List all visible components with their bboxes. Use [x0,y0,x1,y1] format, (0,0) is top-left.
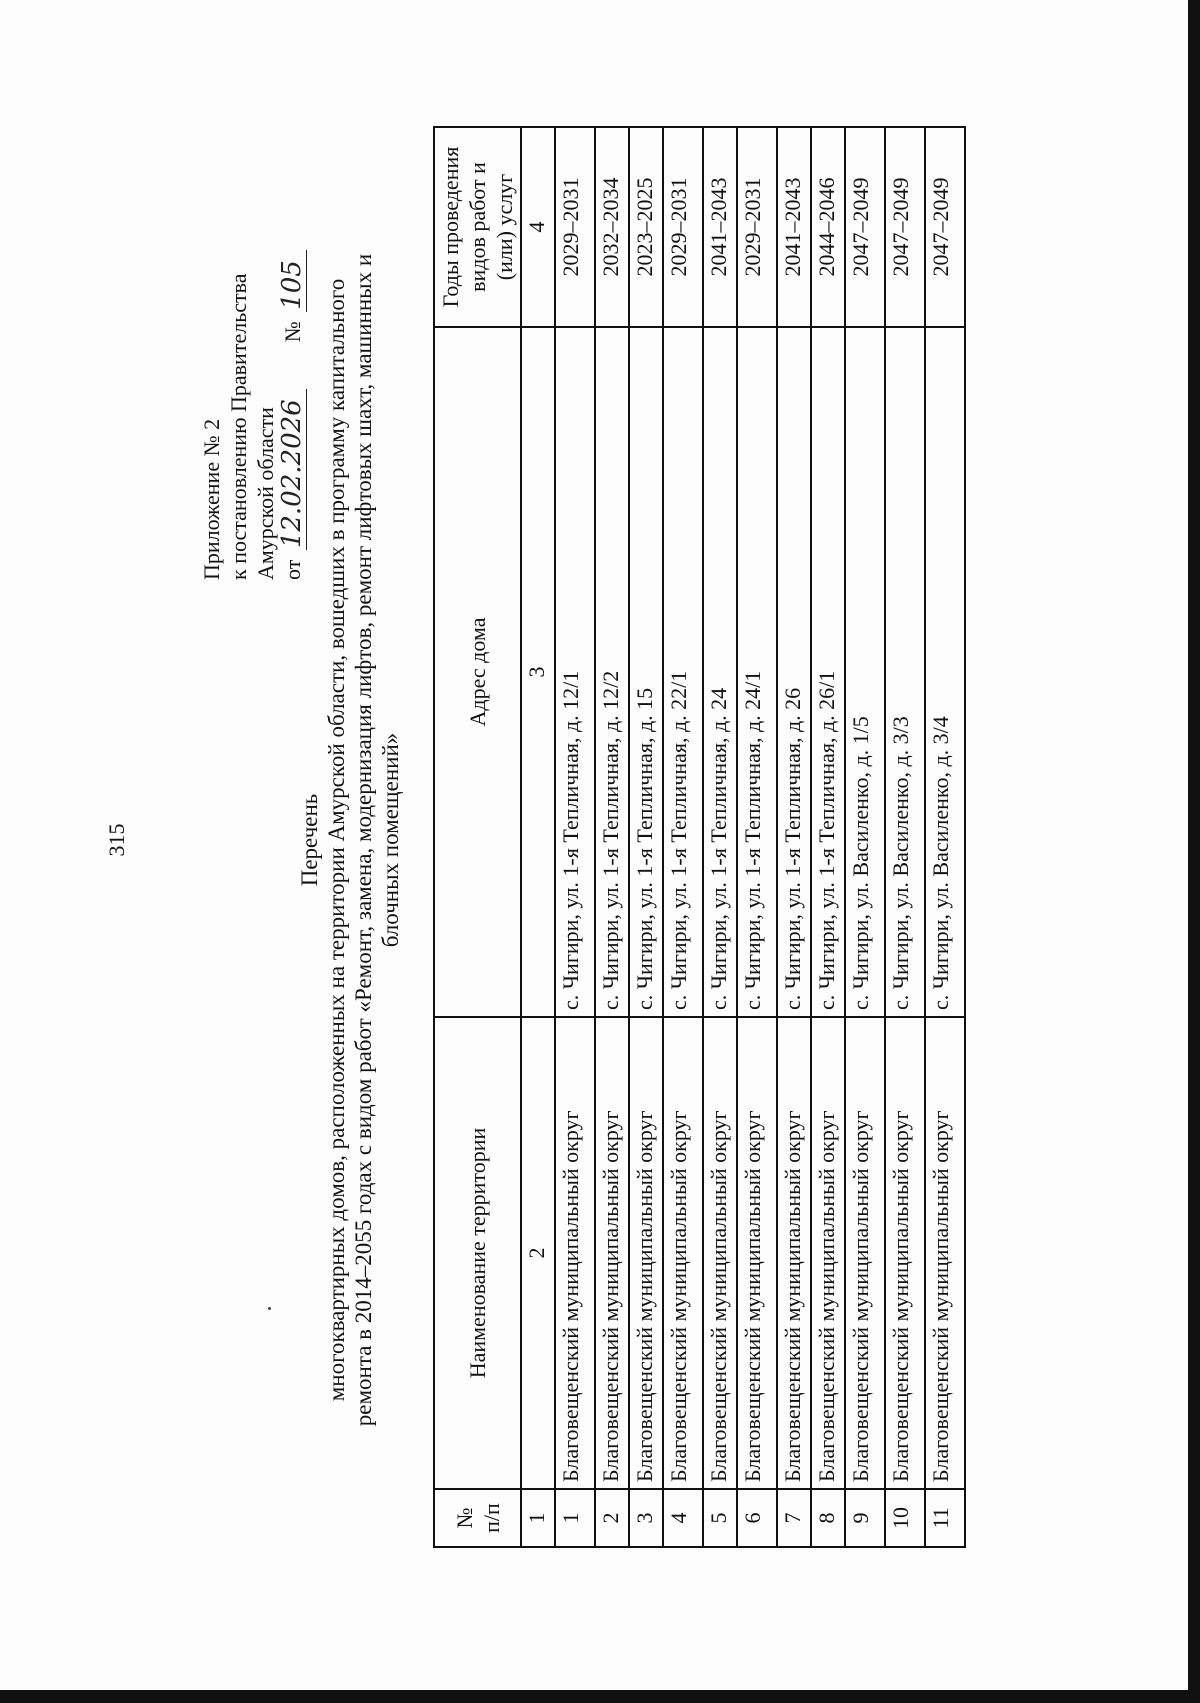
list-subtitle-3: блочных помещений» [378,732,403,948]
appendix-title: Приложение № 2 [199,418,224,580]
row-number: 3 [629,1489,663,1547]
row-territory: Благовещенский муниципальный округ [703,1017,737,1489]
handwritten-date: 12.02.2026 [279,389,307,550]
table-header-row [434,127,521,1547]
row-years: 2029–2031 [663,127,703,327]
row-address: с. Чигири, ул. 1-я Тепличная, д. 12/1 [555,327,595,1017]
handwritten-number: 105 [279,250,307,312]
table-row [663,127,703,1547]
row-years: 2047–2049 [845,127,885,327]
table-row [811,127,845,1547]
row-territory: Благовещенский муниципальный округ [845,1017,885,1489]
row-territory: Благовещенский муниципальный округ [555,1017,595,1489]
row-territory: Благовещенский муниципальный округ [595,1017,629,1489]
row-address: с. Чигири, ул. 1-я Тепличная, д. 12/2 [595,327,629,1017]
rotated-sheet [68,60,1098,1620]
row-years: 2041–2043 [703,127,737,327]
row-address: с. Чигири, ул. Василенко, д. 3/3 [885,327,925,1017]
row-number: 7 [777,1489,811,1547]
column-number: 2 [521,1017,555,1489]
row-number: 4 [663,1489,703,1547]
scan-edge-right [1188,0,1200,1703]
list-title: Перечень [297,793,322,887]
row-number: 5 [703,1489,737,1547]
table-row [845,127,885,1547]
row-number: 1 [555,1489,595,1547]
row-number: 2 [595,1489,629,1547]
column-number: 4 [521,127,555,327]
row-number: 8 [811,1489,845,1547]
row-address: с. Чигири, ул. 1-я Тепличная, д. 24 [703,327,737,1017]
row-years: 2041–2043 [777,127,811,327]
row-years: 2044–2046 [811,127,845,327]
header-years: Годы проведения видов работ и (или) услуг [434,127,521,327]
row-territory: Благовещенский муниципальный округ [737,1017,777,1489]
row-years: 2047–2049 [925,127,965,327]
page-number: 315 [104,823,129,857]
row-address: с. Чигири, ул. 1-я Тепличная, д. 22/1 [663,327,703,1017]
row-address: с. Чигири, ул. Василенко, д. 3/4 [925,327,965,1017]
row-address: с. Чигири, ул. 1-я Тепличная, д. 24/1 [737,327,777,1017]
row-years: 2032–2034 [595,127,629,327]
row-address: с. Чигири, ул. 1-я Тепличная, д. 15 [629,327,663,1017]
row-territory: Благовещенский муниципальный округ [663,1017,703,1489]
row-territory: Благовещенский муниципальный округ [925,1017,965,1489]
table-row [555,127,595,1547]
column-number-row [521,127,555,1547]
table-row [703,127,737,1547]
table-row [737,127,777,1547]
table-row [629,127,663,1547]
row-number: 10 [885,1489,925,1547]
row-territory: Благовещенский муниципальный округ [629,1017,663,1489]
header-address: Адрес дома [434,327,521,1017]
list-heading [296,190,404,1490]
row-years: 2047–2049 [885,127,925,327]
list-subtitle-2: ремонта в 2014–2055 годах с видом работ «Ремонт, замена, модернизация лифтов, ремонт лифтовых шахт, машинных и [351,253,376,1427]
table-row [925,127,965,1547]
number-prefix: № [280,321,305,343]
appendix-region: Амурской области [253,407,278,580]
appendix-resolution: к постановлению Правительства [226,273,251,580]
header-number: № п/п [434,1489,521,1547]
column-number: 1 [521,1489,555,1547]
table-row [777,127,811,1547]
header-territory: Наименование территории [434,1017,521,1489]
table-row [885,127,925,1547]
houses-table [433,126,966,1548]
date-prefix: от [280,559,305,580]
row-number: 6 [737,1489,777,1547]
appendix-block [198,250,307,580]
row-territory: Благовещенский муниципальный округ [885,1017,925,1489]
table-body [555,127,965,1547]
row-territory: Благовещенский муниципальный округ [777,1017,811,1489]
row-number: 11 [925,1489,965,1547]
row-years: 2029–2031 [737,127,777,327]
row-address: с. Чигири, ул. Василенко, д. 1/5 [845,327,885,1017]
table-row [595,127,629,1547]
row-years: 2023–2025 [629,127,663,327]
row-address: с. Чигири, ул. 1-я Тепличная, д. 26 [777,327,811,1017]
row-years: 2029–2031 [555,127,595,327]
scan-edge-bottom [0,1690,1200,1703]
row-territory: Благовещенский муниципальный округ [811,1017,845,1489]
list-subtitle-1: многоквартирных домов, расположенных на территории Амурской области, вошедших в программу капитального [324,278,349,1402]
row-address: с. Чигири, ул. 1-я Тепличная, д. 26/1 [811,327,845,1017]
row-number: 9 [845,1489,885,1547]
column-number: 3 [521,327,555,1017]
